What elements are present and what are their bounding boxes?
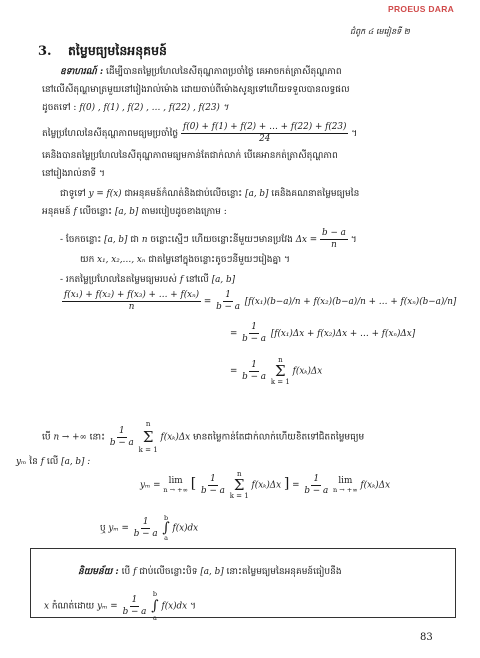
sum-body: f(xₖ)Δx [292,366,323,377]
interval: [a, b] [115,207,139,217]
function-f: f [133,567,137,577]
one-over-bma [240,360,268,383]
one-over-bma [214,290,242,313]
example-text-1: ដើម្បីបានតម្លៃប្រហែលនៃសីតុណ្ហភាពប្រចាំថ្ងៃ គេអាចកត់ត្រាសីតុណ្ហភាព [106,67,342,77]
sample-values: f(0) , f(1) , f(2) , … , f(22) , f(23) ។ [79,103,229,113]
b-minus-a: b − a [133,528,158,539]
bullet-1-text-c: ជា [130,235,139,245]
bullet-2 [60,274,235,286]
limit-text-1d: មានតម្លៃកាន់តែជាក់លាក់ហើយខិតទៅជិតតម្លៃមធ្យម [193,432,365,443]
equals-sign: = [230,366,238,377]
one: 1 [251,359,257,370]
function-def: y = f(x) [88,189,122,199]
general-line-2 [42,206,227,218]
bullet-2-text-c: នៅលើ [185,275,209,285]
sum-upper: n [145,420,151,428]
b-minus-a: b − a [304,485,329,496]
limit-text-1a: បើ [42,432,51,443]
int-lower: a [152,614,157,622]
delta-x-num: b − a [322,228,346,238]
general-text-1e: គេនិងគណនាតម្លៃមធ្យមនៃ [271,189,360,199]
interval: [a, b] : [61,457,91,467]
example-line-4: តម្លៃប្រហែលនៃសីតុណ្ហភាពមធ្យមប្រចាំថ្ងៃ $\frac{f(0) + f(1) + f(2) + \dots + f(22) + f(23)}{24}$ ។ [42,122,358,144]
rhs-expression-2: [f(x₁)Δx + f(x₂)Δx + … + f(xₙ)Δx] [270,329,416,339]
definition-text-1c: ជាប់លើចន្លោះបិទ [139,567,198,577]
bullet-1-text-a: - ចែកចន្លោះ [60,235,102,245]
rhs-expression-1: [f(x₁)(b−a)/n + f(x₂)(b−a)/n + … + f(xₙ)(b−a)/n] [244,297,457,307]
ym-limit-formula: yₘ = lim n → +∞ [ $\frac{1}{b - a}$ n Σ k = 1 f(xₖ)Δx ] = $\frac{1}{b - a}$ lim n → +∞ f(xₖ)Δx [140,470,391,500]
lhs-fraction [62,290,201,313]
or-label: ឬ [100,523,106,534]
definition-text-1e: នោះតម្លៃមធ្យមនៃអនុគមន៍ធៀបនឹង [226,567,342,577]
integral-sign: b ∫ a [151,590,159,622]
example-line-1 [60,66,342,78]
general-text-1c: ជាអនុគមន៍កំណត់និងជាប់លើចន្លោះ [124,189,243,199]
x-variable: x [44,601,49,612]
lim-subscript: n → +∞ [163,486,188,494]
bullet-1 [60,228,357,251]
one-over-bma [108,426,136,449]
bullet-1b-text-c: ជាតម្លៃនៅក្នុងចន្លោះតូចៗនីមួយៗរៀងគ្នា ។ [148,255,290,265]
chapter-header: ជំពូក ៤ មេរៀនទី ២ [350,27,410,36]
sum-body: f(xₖ)Δx [160,432,191,443]
lim-label: lim [338,476,353,486]
derivation-line-3 [230,356,322,386]
section-title: តម្លៃមធ្យមនៃអនុគមន៍ [68,43,167,58]
example-line-3 [42,102,228,114]
b-minus-a: b − a [122,606,147,617]
definition-end: ។ [190,601,196,612]
function-f: f [179,275,184,285]
interval: [a, b] [104,235,128,245]
one: 1 [210,473,216,484]
page-number: 83 [420,632,433,643]
one: 1 [142,516,149,527]
integral-body: f(x)dx [161,601,188,612]
ym-equals: yₘ = [97,601,118,612]
general-text-2e: តាមរបៀបដូចខាងក្រោម : [141,207,227,217]
delta-x-den: n [331,240,337,250]
lhs-numerator: f(x₁) + f(x₂) + f(x₃) + … + f(xₙ) [64,290,200,300]
derivation-line-2 [230,322,415,345]
derivation-line-1 [62,290,456,313]
ym-equals: yₘ = [140,480,161,491]
example-text-3: ដូចតទៅ : [42,103,77,113]
delta-x-label: Δx = [295,235,318,245]
b-minus-a: b − a [201,485,225,496]
daily-average-fraction [181,122,348,145]
sum-lower: k = 1 [138,446,158,454]
b-minus-a: b − a [242,371,267,382]
definition-text-2b: កំណត់ដោយ [51,601,95,612]
integral-sign: b ∫ a [162,514,170,542]
one: 1 [313,473,320,484]
one-over-bma [132,517,160,540]
bullet-1b-text-a: យក [80,255,95,265]
limit-line-1 [42,418,364,456]
one-over-bma [121,595,149,618]
one-over-bma [302,474,330,497]
example-line-5: គេនិងបានតម្លៃប្រហែលនៃសីតុណ្ហភាពមធ្យមកាន់តែជាក់លាក់ បើគេអានកត់ត្រាសីតុណ្ហភាព [42,151,338,161]
equals-sign: = [203,297,212,307]
lim-label: lim [168,476,183,486]
sum-upper: n [278,356,283,364]
int-upper: b [163,514,169,522]
sum-symbol [271,356,290,386]
one-over-bma [240,322,268,345]
bullet-1-text-e: ចន្លោះស្មើៗ ហើយចន្លោះនីមួយៗមានប្រវែង [150,235,293,245]
sum-body: f(xₖ)Δx [360,480,391,491]
interval: [a, b] [200,567,224,577]
interval: [a, b] [245,189,269,199]
brand-label: PROEUS DARA [388,4,455,14]
bullet-2-text-a: - រកតម្លៃប្រហែលនៃតម្លៃមធ្យមរបស់ [60,275,177,285]
lhs-denominator: n [128,302,135,312]
function-f: f [40,457,44,467]
n-symbol: n [141,235,148,245]
int-upper: b [152,590,158,598]
one: 1 [119,425,125,436]
delta-x-fraction [320,228,348,251]
sum-symbol [230,470,249,500]
interval: [a, b] [211,275,236,285]
example-line-6: នៅរៀងរាល់នាទី ។ [42,169,105,179]
lim-operator [333,476,358,494]
ym-equals: yₘ = [108,523,129,534]
lim-subscript: n → +∞ [332,486,358,494]
bullet-1b [80,254,290,266]
b-minus-a: b − a [109,437,134,448]
section-number: 3. [38,44,52,59]
int-lower: a [164,534,168,542]
sigma-icon: Σ [142,428,154,446]
general-text-2a: អនុគមន៍ [42,207,71,217]
general-text-2c: លើចន្លោះ [79,207,113,217]
sum-symbol [139,418,158,456]
integral-body: f(x)dx [172,523,199,534]
definition-label: និយមន័យ : [78,567,119,577]
sigma-icon: Σ [233,476,245,494]
bullet-1-end: ។ [350,235,357,245]
sum-body: f(xₖ)Δx [251,480,282,491]
limit-text-1c: នោះ [89,432,106,443]
b-minus-a: b − a [242,334,267,344]
one: 1 [225,290,231,300]
sum-lower: k = 1 [270,378,290,386]
function-f: f [73,207,77,217]
limit-line-2 [16,456,90,468]
b-minus-a: b − a [216,302,240,312]
avg-numerator: f(0) + f(1) + f(2) + … + f(22) + f(23) [183,122,347,132]
general-line-1 [60,188,359,200]
equals-sign: = [292,480,300,491]
sample-points: x₁, x₂,…, xₙ [97,255,146,265]
avg-denominator: 24 [259,134,271,144]
example-line-2: នៅលើសីតុណ្ហមាត្រមួយនៅរៀងរាល់ម៉ោង ដោយចាប់ពីម៉ោងសូន្យទៅហើយទទួលបានលទ្ធផល [42,85,350,95]
sigma-icon: Σ [275,362,286,380]
sum-upper: n [236,470,242,478]
ym-integral-formula [100,514,198,542]
example-label: ឧទាហរណ៍ : [60,67,104,77]
example-text-4: តម្លៃប្រហែលនៃសីតុណ្ហភាពមធ្យមប្រចាំថ្ងៃ [42,129,179,139]
ym-symbol: yₘ [16,457,27,467]
definition-line-2 [44,588,196,624]
equals-sign: = [230,329,238,339]
one-over-bma [199,474,227,497]
definition-line-1 [78,566,342,578]
definition-text-1a: បើ [121,567,131,577]
n-to-infinity: n → +∞ [53,432,87,443]
sum-lower: k = 1 [229,492,249,500]
one: 1 [131,594,138,605]
general-text-1a: ជាទូទៅ [60,189,86,199]
limit-text-2d: លើ [46,457,59,467]
one: 1 [251,322,257,332]
lim-operator [163,476,188,494]
limit-text-2b: នៃ [29,457,38,467]
